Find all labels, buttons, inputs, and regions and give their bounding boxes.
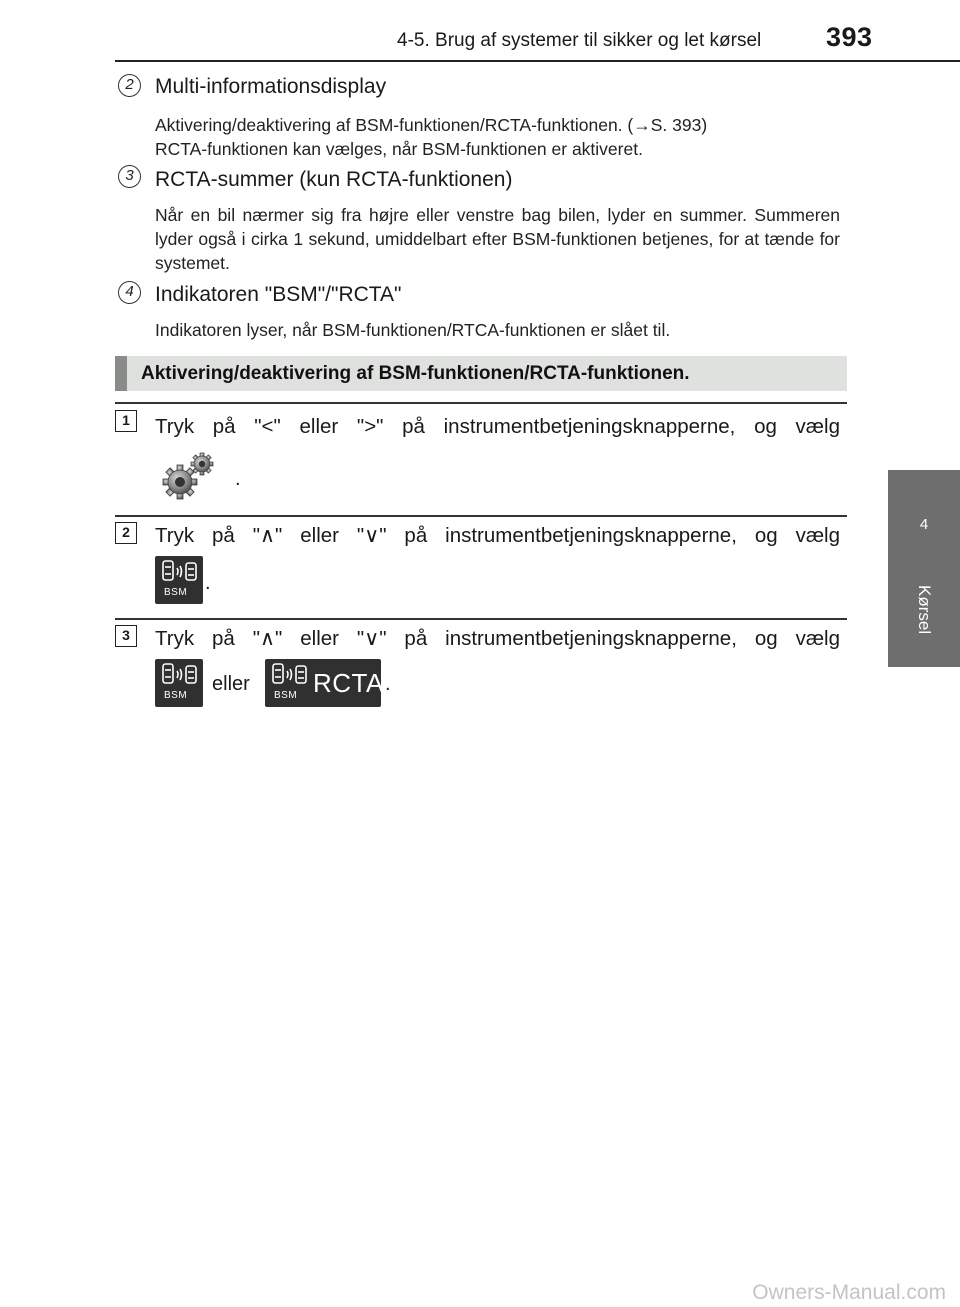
step-number-box: 2 [115, 522, 137, 544]
section-heading-bar [115, 356, 847, 391]
step-rule [115, 515, 847, 517]
item-description [155, 113, 840, 161]
page-number: 393 [826, 22, 873, 52]
bsm-label: BSM [164, 587, 188, 598]
header-section-title: 4-5. Brug af systemer til sikker og let kørsel [397, 30, 762, 51]
step-rule [115, 402, 847, 404]
bsm-rcta-indicator-icon [265, 659, 384, 707]
item-title: Indikatoren "BSM"/"RCTA" [155, 283, 402, 306]
step-period: . [385, 673, 391, 695]
header-rule [115, 60, 960, 62]
bsm-indicator-icon [155, 556, 203, 604]
bsm-indicator-icon [155, 659, 203, 707]
item-number-badge: 4 [118, 281, 141, 304]
item-number-badge: 2 [118, 74, 141, 97]
chapter-tab-label: Kørsel [915, 585, 934, 635]
step-instruction: Tryk på "<" eller ">" på instrumentbetjeningsknapperne, og vælg [155, 415, 840, 438]
item-line: Aktivering/deaktivering af BSM-funktionen/RCTA-funktionen. (→S. 393) [155, 115, 708, 135]
item-title: Multi-informationsdisplay [155, 75, 387, 98]
item-description: Når en bil nærmer sig fra højre eller venstre bag bilen, lyder en summer. Summeren lyder også i cirka 1 sekund, umiddelbart efter BSM-funktionen betjenes, for at tænde for systemet. [155, 205, 840, 273]
step-instruction: Tryk på "∧" eller "∨" på instrumentbetjeningsknapperne, og vælg [155, 627, 840, 650]
item-number-badge: 3 [118, 165, 141, 188]
bsm-label: BSM [274, 690, 298, 701]
item-title: RCTA-summer (kun RCTA-funktionen) [155, 168, 513, 191]
item-line: RCTA-funktionen kan vælges, når BSM-funktionen er aktiveret. [155, 139, 643, 159]
chapter-tab-number: 4 [919, 516, 929, 533]
step-period: . [235, 468, 241, 490]
step-period: . [205, 572, 211, 594]
step-number-box: 1 [115, 410, 137, 432]
gear-settings-icon [160, 450, 218, 502]
section-title: Aktivering/deaktivering af BSM-funktionen/RCTA-funktionen. [141, 363, 690, 384]
rcta-label: RCTA [313, 668, 384, 698]
step-instruction: Tryk på "∧" eller "∨" på instrumentbetjeningsknapperne, og vælg [155, 524, 840, 547]
step-connector: eller [212, 673, 250, 695]
bsm-label: BSM [164, 690, 188, 701]
step-number-box: 3 [115, 625, 137, 647]
item-description: Indikatoren lyser, når BSM-funktionen/RTCA-funktionen er slået til. [155, 320, 671, 340]
step-rule [115, 618, 847, 620]
footer-watermark[interactable]: Owners-Manual.com [752, 1281, 946, 1304]
